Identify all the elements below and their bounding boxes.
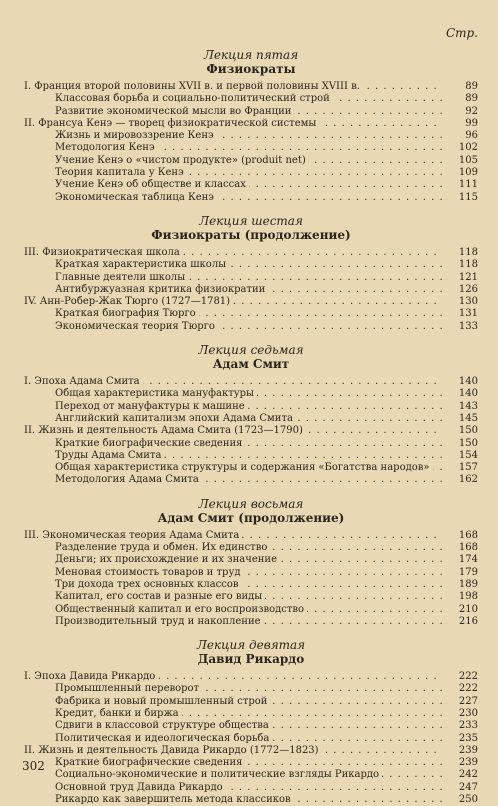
toc-entry-title: Труды Адама Смита (55, 450, 164, 461)
toc-entry-page: 111 (458, 179, 478, 191)
lecture-section (24, 497, 478, 634)
lecture-title: Физиократы (206, 62, 296, 76)
toc-entry (24, 733, 478, 745)
toc-entry-page: 121 (458, 271, 478, 283)
toc-entry-page: 99 (465, 117, 478, 129)
toc-entry-title: Главные деятели школы (55, 272, 188, 283)
toc-entry (24, 192, 478, 204)
toc-entry (24, 130, 478, 142)
page-number: 302 (22, 759, 45, 773)
toc-entry-page: 222 (458, 683, 478, 695)
toc-entry-page: 89 (465, 81, 478, 92)
toc-entry-page: 109 (458, 167, 478, 179)
toc-entry-page: 105 (458, 154, 478, 166)
lecture-title: Физиократы (продолжение) (151, 227, 351, 242)
toc-entry-title: Меновая стоимость товаров и труд (55, 567, 244, 578)
toc-entry-title: Капитал, его состав и разные его виды (55, 591, 265, 602)
toc-entry-title: Промышленный переворот (55, 683, 202, 694)
toc-entry-title: Производительный труд и накопление (55, 616, 264, 627)
toc-entry-page: 227 (458, 695, 478, 707)
toc-entry-title: III. Экономическая теория Адама Смита (24, 530, 242, 541)
toc-entry-page: 118 (458, 246, 478, 258)
toc-entry-page: 118 (458, 259, 478, 271)
toc-entry-page: 131 (458, 308, 478, 320)
toc-entry-page: 242 (458, 769, 478, 781)
toc-entry-page: 150 (458, 425, 478, 437)
lecture-title: Давид Рикардо (197, 652, 305, 667)
toc-entry-page: 150 (458, 437, 478, 449)
toc-entry-page: 239 (458, 744, 478, 756)
toc-entry-title: Общая характеристика мануфактуры (55, 388, 257, 399)
toc-entry (24, 757, 478, 769)
lecture-label: Лекция пятая (203, 48, 299, 62)
toc-entry-title: Основной труд Давида Рикардо (55, 782, 226, 793)
toc-entry-page: 126 (458, 283, 478, 295)
toc-entry (24, 179, 478, 191)
toc-entry-title: Социально-экономические и политические взгляды Рикардо (55, 769, 382, 780)
toc-entry-title: I. Франция второй половины XVII в. и первой половины XVIII в. (24, 81, 363, 92)
toc-entry-page: 115 (458, 191, 478, 203)
toc-entry (24, 450, 478, 462)
toc-entry (24, 438, 478, 450)
lecture-section (24, 638, 478, 806)
toc-entry-title: Фабрика и новый промышленный строй (55, 696, 270, 707)
toc-entry (24, 167, 478, 179)
toc-entry-page: 133 (458, 320, 478, 332)
toc-entry (24, 81, 478, 93)
toc-entry-page: 145 (458, 412, 478, 424)
toc-entry-title: Три дохода трех основных классов (55, 579, 242, 590)
table-of-contents (24, 44, 478, 806)
toc-entry (24, 376, 478, 388)
toc-entry-title: Краткая характеристика школы (55, 259, 229, 270)
toc-entry (24, 401, 478, 413)
toc-entry (24, 474, 478, 486)
toc-entry-page: 174 (458, 554, 478, 566)
toc-entry-title: Жизнь и мировоззрение Кенэ (55, 130, 217, 141)
toc-entry (24, 388, 478, 400)
lecture-heading (24, 214, 478, 243)
lecture-label: Лекция седьмая (198, 343, 304, 358)
toc-entry-title: Кредит, банки и биржа (55, 708, 182, 719)
toc-entry-title: Развитие экономической мысли во Франции (55, 106, 294, 117)
toc-entry-page: 143 (458, 400, 478, 412)
toc-entry (24, 671, 478, 683)
toc-entry-page: 157 (458, 462, 478, 474)
toc-entry-page: 233 (458, 720, 478, 732)
toc-entry (24, 530, 478, 542)
toc-entry-title: IV. Анн-Робер-Жак Тюрго (1727—1781) (24, 296, 233, 307)
toc-entry (24, 683, 478, 695)
toc-entry-page: 198 (458, 591, 478, 603)
toc-entry-title: Переход от мануфактуры к машине (55, 401, 248, 412)
toc-entry-title: Антибуржуазная критика физиократии (55, 284, 268, 295)
toc-entry (24, 745, 478, 757)
toc-entry-title: Методология Адама Смита (55, 474, 202, 485)
toc-entry-page: 239 (458, 757, 478, 769)
lecture-heading (24, 638, 478, 667)
toc-entry (24, 696, 478, 708)
lecture-label: Лекция шестая (199, 213, 303, 228)
toc-entry-page: 130 (458, 296, 478, 308)
page-column-header: Стр. (445, 26, 478, 40)
lecture-section (24, 214, 478, 339)
toc-entry-page: 96 (465, 130, 478, 142)
toc-entry-page: 89 (465, 93, 478, 105)
toc-entry-page: 216 (458, 615, 478, 627)
toc-entry-title: Теория капитала у Кенэ (55, 167, 187, 178)
toc-entry (24, 616, 478, 628)
lecture-heading (24, 48, 478, 77)
toc-entry-title: Экономическая теория Тюрго (55, 321, 218, 332)
toc-entry (24, 284, 478, 296)
lecture-label: Лекция девятая (196, 638, 306, 653)
toc-entry-title: Учение Кенэ о «чистом продукте» (produit net) (55, 155, 309, 166)
toc-entry-title: Английский капитализм эпохи Адама Смита (55, 413, 296, 424)
toc-entry (24, 118, 478, 130)
toc-entry-page: 140 (458, 388, 478, 400)
toc-entry (24, 554, 478, 566)
toc-entry-title: Деньги; их происхождение и их значение (55, 554, 280, 565)
toc-entry-title: Экономическая таблица Кенэ (55, 192, 217, 203)
lecture-heading (24, 497, 478, 526)
toc-entry (24, 247, 478, 259)
toc-entry-page: 179 (458, 566, 478, 578)
toc-entry (24, 321, 478, 333)
toc-entry (24, 272, 478, 284)
lecture-section (24, 343, 478, 493)
lecture-title: Адам Смит (продолжение) (157, 510, 345, 525)
toc-entry-title: Методология Кенэ (55, 142, 158, 153)
toc-entry-title: II. Франсуа Кенэ — творец физиократической системы (24, 118, 319, 129)
lecture-section (24, 48, 478, 210)
toc-entry (24, 782, 478, 794)
toc-entry (24, 604, 478, 616)
toc-entry-title: II. Жизнь и деятельность Адама Смита (1723—1790) (24, 425, 306, 436)
toc-entry (24, 462, 478, 474)
lecture-title: Адам Смит (212, 357, 290, 372)
toc-entry (24, 259, 478, 271)
toc-entry-title: Краткие биографические сведения (55, 757, 245, 768)
toc-entry-title: Краткие биографические сведения (55, 438, 245, 449)
toc-entry (24, 142, 478, 154)
toc-entry (24, 308, 478, 320)
toc-entry (24, 567, 478, 579)
toc-entry-page: 168 (458, 542, 478, 554)
toc-entry-title: Политическая и идеологическая борьба (55, 733, 272, 744)
toc-entry-title: Сдвиги в классовой структуре общества (55, 720, 272, 731)
toc-entry-page: 250 (458, 794, 478, 806)
toc-entry-page: 102 (458, 142, 478, 154)
toc-entry-page: 162 (458, 474, 478, 486)
toc-entry-title: Разделение труда и обмен. Их единство (55, 542, 270, 553)
toc-entry (24, 720, 478, 732)
toc-entry (24, 708, 478, 720)
toc-entry (24, 591, 478, 603)
toc-entry-page: 247 (458, 781, 478, 793)
toc-entry (24, 425, 478, 437)
toc-entry (24, 794, 478, 806)
toc-entry-page: 222 (458, 671, 478, 683)
lecture-heading (24, 343, 478, 372)
toc-entry (24, 579, 478, 591)
toc-entry (24, 413, 478, 425)
toc-entry-title: Классовая борьба и социально-политический строй (55, 93, 333, 104)
toc-entry (24, 769, 478, 781)
toc-entry (24, 155, 478, 167)
lecture-label: Лекция восьмая (198, 496, 304, 511)
toc-entry-page: 230 (458, 707, 478, 719)
toc-entry-page: 168 (458, 529, 478, 541)
toc-entry-page: 154 (458, 449, 478, 461)
toc-entry-title: I. Эпоха Давида Рикардо (24, 671, 158, 682)
toc-entry-title: Общественный капитал и его воспроизводство (55, 604, 307, 615)
toc-entry (24, 296, 478, 308)
toc-entry (24, 106, 478, 118)
toc-entry-title: Учение Кенэ об обществе и классах (55, 179, 249, 190)
toc-entry-page: 189 (458, 578, 478, 590)
toc-entry-page: 140 (458, 376, 478, 388)
toc-entry-title: I. Эпоха Адама Смита (24, 376, 143, 387)
toc-entry-title: III. Физиократическая школа (24, 247, 183, 258)
toc-entry-title: Рикардо как завершитель метода классиков (55, 794, 294, 805)
toc-entry-page: 235 (458, 732, 478, 744)
toc-entry-page: 210 (458, 603, 478, 615)
toc-entry-title: II. Жизнь и деятельность Давида Рикардо (1772—1823) (24, 745, 322, 756)
toc-entry-title: Краткая биография Тюрго (55, 308, 199, 319)
toc-entry-title: Общая характеристика структуры и содержания «Богатства народов» (55, 462, 433, 473)
toc-entry-page: 92 (465, 105, 478, 117)
toc-entry (24, 93, 478, 105)
toc-entry (24, 542, 478, 554)
